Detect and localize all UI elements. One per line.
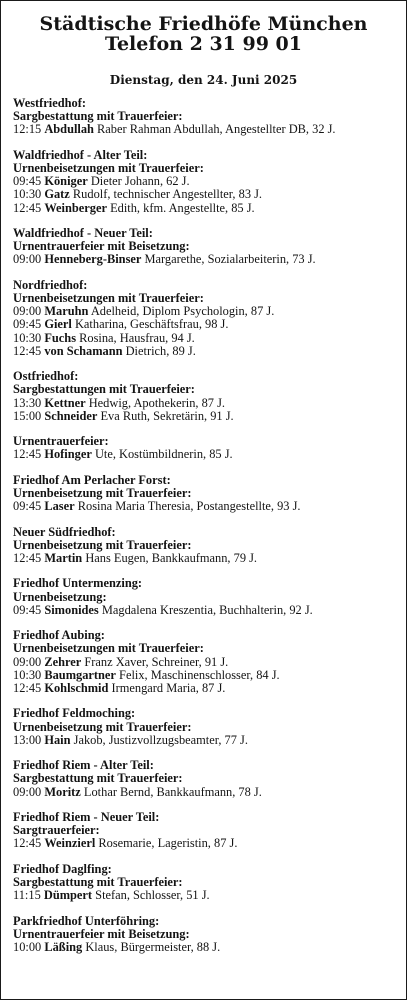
entry-details: Dieter Johann, 62 J. [90, 174, 190, 189]
entry-details: Felix, Maschinenschlosser, 84 J. [119, 667, 280, 682]
entry-surname: Läßing [44, 939, 83, 954]
cemetery-name: Friedhof Aubing: [13, 628, 105, 643]
cemetery-name: Westfriedhof: [13, 96, 86, 110]
entry-time: 12:45 [13, 343, 42, 358]
ceremony-type: Urnenbeisetzung mit Trauerfeier: [13, 486, 192, 500]
funeral-entry [13, 123, 398, 136]
entry-surname: Weinzierl [44, 836, 96, 851]
cemetery-section [13, 629, 398, 695]
entry-surname: Baumgartner [44, 667, 116, 682]
ceremony-type: Urnentrauerfeier mit Beisetzung: [13, 926, 190, 941]
entry-details: Lothar Bernd, Bankkaufmann, 78 J. [83, 784, 262, 799]
entry-details: Rosina Maria Theresia, Postangestellte, 93 J. [77, 499, 301, 514]
entry-surname: Zehrer [44, 654, 82, 669]
ceremony-type: Urnenbeisetzungen mit Trauerfeier: [13, 291, 204, 305]
cemetery-name: Friedhof Riem - Alter Teil: [13, 758, 154, 773]
funeral-entry [13, 682, 398, 695]
ceremony-type: Sargbestattung mit Trauerfeier: [13, 771, 183, 786]
entry-time: 09:00 [13, 654, 42, 669]
entry-details: Rudolf, technischer Angestellter, 83 J. [72, 187, 263, 202]
entry-time: 09:45 [13, 499, 42, 514]
notice-title-line-1: Städtische Friedhöfe München [39, 13, 368, 35]
entry-details: Raber Rahman Abdullah, Angestellter DB, 32 J. [97, 122, 336, 137]
cemetery-section [13, 577, 398, 617]
entry-details: Katharina, Geschäftsfrau, 98 J. [74, 317, 229, 332]
entry-details: Margarethe, Sozialarbeiterin, 73 J. [144, 252, 316, 267]
cemetery-name: Ostfriedhof: [13, 369, 79, 384]
entry-surname: Simonides [44, 602, 99, 617]
entry-time: 09:45 [13, 602, 42, 617]
ceremony-type: Urnentrauerfeier: [13, 434, 109, 449]
cemetery-section [13, 227, 398, 267]
entry-time: 09:45 [13, 174, 42, 189]
cemetery-section [13, 370, 398, 423]
cemetery-sections [1, 97, 406, 954]
cemetery-section [13, 435, 398, 461]
entry-surname: Gatz [44, 187, 70, 202]
entry-details: Klaus, Bürgermeister, 88 J. [85, 939, 221, 954]
entry-surname: Laser [44, 499, 75, 514]
cemetery-name: Friedhof Riem - Neuer Teil: [13, 809, 160, 824]
entry-surname: Fuchs [44, 330, 77, 345]
cemetery-name: Parkfriedhof Unterföhring: [13, 913, 160, 928]
entry-details: Franz Xaver, Schreiner, 91 J. [84, 654, 229, 669]
cemetery-name: Friedhof Untermenzing: [13, 576, 143, 591]
funeral-entry [13, 941, 398, 954]
entry-surname: Hofinger [44, 447, 92, 462]
funeral-entry [13, 448, 398, 461]
entry-details: Dietrich, 89 J. [125, 343, 196, 358]
entry-time: 09:45 [13, 317, 42, 332]
funeral-entry [13, 202, 398, 215]
entry-time: 09:00 [13, 304, 42, 319]
ceremony-type: Urnenbeisetzungen mit Trauerfeier: [13, 641, 204, 656]
entry-time: 12:45 [13, 681, 42, 695]
ceremony-type: Urnentrauerfeier mit Beisetzung: [13, 239, 190, 254]
funeral-entry [13, 410, 398, 423]
entry-time: 13:00 [13, 732, 42, 747]
ceremony-type: Urnenbeisetzung mit Trauerfeier: [13, 537, 192, 552]
entry-time: 09:00 [13, 252, 42, 267]
cemetery-section [13, 707, 398, 747]
funeral-entry [13, 837, 398, 850]
notice-title-line-2: Telefon 2 31 99 01 [104, 33, 302, 55]
entry-surname: Moritz [44, 784, 81, 799]
notice-header [1, 1, 406, 87]
cemetery-name: Friedhof Daglfing: [13, 861, 112, 876]
entry-surname: Kohlschmid [44, 681, 109, 695]
entry-time: 10:30 [13, 330, 42, 345]
entry-details: Edith, kfm. Angestellte, 85 J. [110, 200, 255, 215]
entry-time: 12:45 [13, 200, 42, 215]
cemetery-section [13, 149, 398, 215]
entry-time: 15:00 [13, 408, 42, 423]
ceremony-type: Sargbestattung mit Trauerfeier: [13, 109, 183, 124]
cemetery-name: Nordfriedhof: [13, 277, 88, 292]
cemetery-section [13, 863, 398, 903]
funeral-entry [13, 734, 398, 747]
entry-details: Irmengard Maria, 87 J. [111, 681, 226, 695]
entry-surname: Hain [44, 732, 71, 747]
notice-date: Dienstag, den 24. Juni 2025 [109, 73, 298, 87]
funeral-entry [13, 345, 398, 358]
entry-details: Magdalena Kreszentia, Buchhalterin, 92 J. [101, 602, 313, 617]
entry-surname: Abdullah [44, 122, 94, 137]
entry-surname: Kettner [44, 395, 86, 410]
entry-time: 10:00 [13, 939, 42, 954]
entry-surname: Martin [44, 551, 83, 565]
entry-time: 11:15 [13, 888, 41, 903]
cemetery-section [13, 474, 398, 514]
entry-details: Rosina, Hausfrau, 94 J. [79, 330, 195, 345]
entry-details: Hans Eugen, Bankkaufmann, 79 J. [85, 551, 258, 565]
cemetery-name: Waldfriedhof - Alter Teil: [13, 147, 148, 162]
ceremony-type: Sargtrauerfeier: [13, 823, 100, 838]
ceremony-type: Urnenbeisetzung: [13, 589, 107, 604]
entry-surname: Dümpert [43, 888, 93, 903]
cemetery-section [13, 915, 398, 955]
funeral-entry [13, 552, 398, 565]
cemetery-name: Waldfriedhof - Neuer Teil: [13, 226, 153, 240]
entry-time: 12:45 [13, 447, 42, 462]
funeral-entry [13, 786, 398, 799]
entry-time: 10:30 [13, 187, 42, 202]
entry-surname: Weinberger [44, 200, 107, 215]
funeral-entry [13, 253, 398, 266]
entry-time: 13:30 [13, 395, 42, 410]
entry-time: 10:30 [13, 667, 42, 682]
entry-time: 12:45 [13, 836, 42, 851]
funeral-entry [13, 889, 398, 902]
cemetery-section [13, 279, 398, 358]
ceremony-type: Urnenbeisetzung mit Trauerfeier: [13, 719, 192, 734]
cemetery-section [13, 811, 398, 851]
entry-surname: Gierl [44, 317, 72, 332]
entry-time: 12:45 [13, 551, 42, 565]
funeral-entry [13, 500, 398, 513]
ceremony-type: Urnenbeisetzungen mit Trauerfeier: [13, 161, 204, 175]
cemetery-section [13, 759, 398, 799]
entry-details: Eva Ruth, Sekretärin, 91 J. [100, 408, 234, 423]
entry-details: Stefan, Schlosser, 51 J. [95, 888, 210, 903]
entry-surname: Maruhn [44, 304, 89, 319]
entry-details: Adelheid, Diplom Psychologin, 87 J. [90, 304, 275, 319]
cemetery-name: Friedhof Feldmoching: [13, 706, 136, 721]
cemetery-section [13, 526, 398, 566]
entry-surname: von Schamann [44, 343, 123, 358]
entry-surname: Schneider [44, 408, 98, 423]
cemetery-section [13, 97, 398, 137]
ceremony-type: Sargbestattungen mit Trauerfeier: [13, 382, 195, 397]
entry-details: Jakob, Justizvollzugsbeamter, 77 J. [73, 732, 248, 747]
funeral-entry [13, 604, 398, 617]
entry-surname: Henneberg-Binser [44, 252, 142, 267]
ceremony-type: Sargbestattung mit Trauerfeier: [13, 874, 183, 889]
entry-details: Rosemarie, Lageristin, 87 J. [98, 836, 238, 851]
entry-time: 09:00 [13, 784, 42, 799]
cemetery-name: Neuer Südfriedhof: [13, 524, 116, 539]
cemetery-name: Friedhof Am Perlacher Forst: [13, 472, 171, 487]
entry-surname: Königer [44, 174, 88, 189]
entry-time: 12:15 [13, 122, 42, 137]
entry-details: Ute, Kostümbildnerin, 85 J. [94, 447, 233, 462]
entry-details: Hedwig, Apothekerin, 87 J. [88, 395, 226, 410]
